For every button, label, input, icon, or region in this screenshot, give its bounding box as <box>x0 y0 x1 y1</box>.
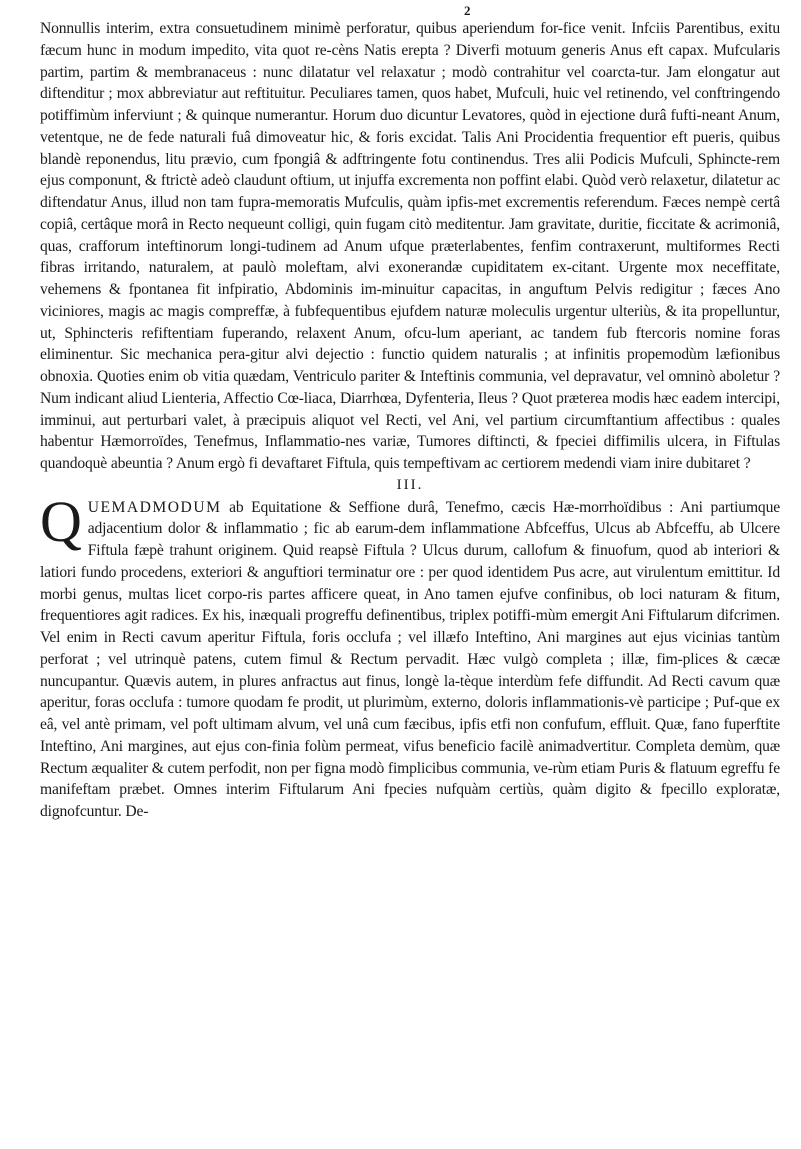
drop-capital: Q <box>40 488 82 554</box>
page-folio: 2 <box>464 3 471 18</box>
page-text <box>40 18 780 823</box>
section-body-text: ab Equitatione & Seffione durâ, Tenefmo, cæcis Hæ-morrhoïdibus : Ani partiumque adjacentium dolor & inflammatio ; fic ab earum-dem inflammatione Abfceffus, Ulcus ab Abfceffu, ab Ulcere Fiftula fæpè trahunt originem. Quid reapsè Fiftula ? Ulcus durum, callofum & finuofum, quod ab interiori & latiori fundo procedens, exteriori & anguftiori terminatur ore : per quod identidem Pus acre, aut virulentum emittitur. Id morbi genus, multas licet corpo-ris partes afficere queat, in Ano tamen ejufve confinibus, ob loci naturam & fitum, frequentiores agit radices. Ex his, inæquali progreffu definentibus, triplex potiffi-mùm emergit Ani Fiftularum difcrimen. Vel enim in Recti cavum aperitur Fiftula, foris occlufa ; vel illæfo Inteftino, Ani margines aut ejus vicinias tantùm perforat ; vel utrinquè patens, cutem fimul & Rectum pervadit. Hæc vulgò completa ; illæ, fim-plices & cæcæ nuncupantur. Quævis autem, in plures anfractus aut finus, longè la-tèque interdùm fefe diffundit. Ad Recti cavum quæ aperitur, foras occlufa : tumore quodam fe prodit, ut plurimùm, externo, doloris inflammationis-vè participe ; Puf-que ex eâ, vel antè primam, vel poft ultimam alvum, vel unâ cum fæcibus, ipfis etfi non confufum, effluit. Quæ, fano fuperftite Inteftino, Ani margines, aut ejus con-finia folùm permeat, vifus beneficio facilè animadvertitur. Completa demùm, quæ Rectum æqualiter & cutem perfodit, non per figna modò fimplicibus communia, ve-rùm etiam Puris & flatuum egreffu fe manifeftam præbet. Omnes interim Fiftularum Ani fpecies nufquàm certiùs, quàm digito & fpecillo exploratæ, dignofcuntur. De- <box>40 498 780 820</box>
section-number: III. <box>396 476 424 493</box>
paragraph-continuation: Nonnullis interim, extra consuetudinem minimè perforatur, quibus aperiendum for-fice venit. Infciis Parentibus, exitu fæcum hunc in modum impedito, vita quot re-cèns Natis erepta ? Diverfi motuum generis Anus eft capax. Mufcularis partim, partim & membranaceus : nunc dilatatur vel relaxatur ; modò contrahitur vel coarcta-tur. Jam elongatur aut diftenditur ; mox abbreviatur aut reftituitur. Peculiares tamen, quos habet, Mufculi, huic vel retinendo, vel conftringendo potiffimùm inferviunt ; & quinque numerantur. Horum duo dicuntur Levatores, quòd in ejectione durâ fufti-neant Anum, vetentque, ne de fede naturali fuâ dimoveatur hic, & foris excidat. Talis Ani Procidentia frequentior eft pueris, quibus blandè reponendus, litu prævio, cum fpongiâ & adftringente fotu continendus. Tres alii Podicis Mufculi, Sphincte-rem ejus componunt, & ftrictè adeò claudunt oftium, ut injuffa excrementa non poffint elabi. Quòd verò relaxetur, dilatetur ac diftendatur Anus, illud non tam fupra-memoratis Mufculis, quàm ipfis-met excrementis referendum. Fæces nempè certâ copiâ, certâque morâ in Recto nequeunt colligi, quin fugam citò meditentur. Jam gravitate, duritie, ficcitate & acrimoniâ, quas, crafforum inteftinorum longi-tudinem ad Anum ufque præterlabentes, fenfim contraxerunt, multiformes Recti fibras irritando, naturalem, at paulò moleftam, alvi exonerandæ cupiditatem ex-citant. Urgente mox neceffitate, vehemens & fpontanea fit infpiratio, Abdominis im-minuitur capacitas, in anguftum Pelvis redigitur ; fæces Ano viciniores, magis ac magis compreffæ, à fubfequentibus ejufdem naturæ moleculis urgentur ulteriùs, & ita propelluntur, ut, Sphincteris refiftentiam fuperando, relaxent Anum, ofcu-lum aperiant, ac tandem fub ftercoris nomine foras eliminentur. Sic mechanica pera-gitur alvi dejectio : functio quidem naturalis ; at infinitis propemodùm læfionibus obnoxia. Quoties enim ob vitia quædam, Ventriculo pariter & Inteftinis communia, vel depravatur, vel omninò aboletur ? Num indicant aliud Lienteria, Affectio Cœ-liaca, Diarrhœa, Dyfenteria, Ileus ? Quot præterea modis hæc eadem intercipi, imminui, aut perturbari valet, à præcipuis aliquot vel Recti, vel Ani, vel partium circumftantium affectibus : quales habentur Hæmorroïdes, Tenefmus, Inflammatio-nes variæ, Tumores diftincti, & fpeciei diffimilis ulcera, in Fiftulas quandoquè abeuntia ? Anum ergò fi devaftaret Fiftula, quis tempeftivam ac certiorem medendi viam inire dubitaret ? <box>40 20 780 472</box>
section-lead-caps: UEMADMODUM <box>87 498 222 516</box>
section-paragraph <box>40 488 780 823</box>
